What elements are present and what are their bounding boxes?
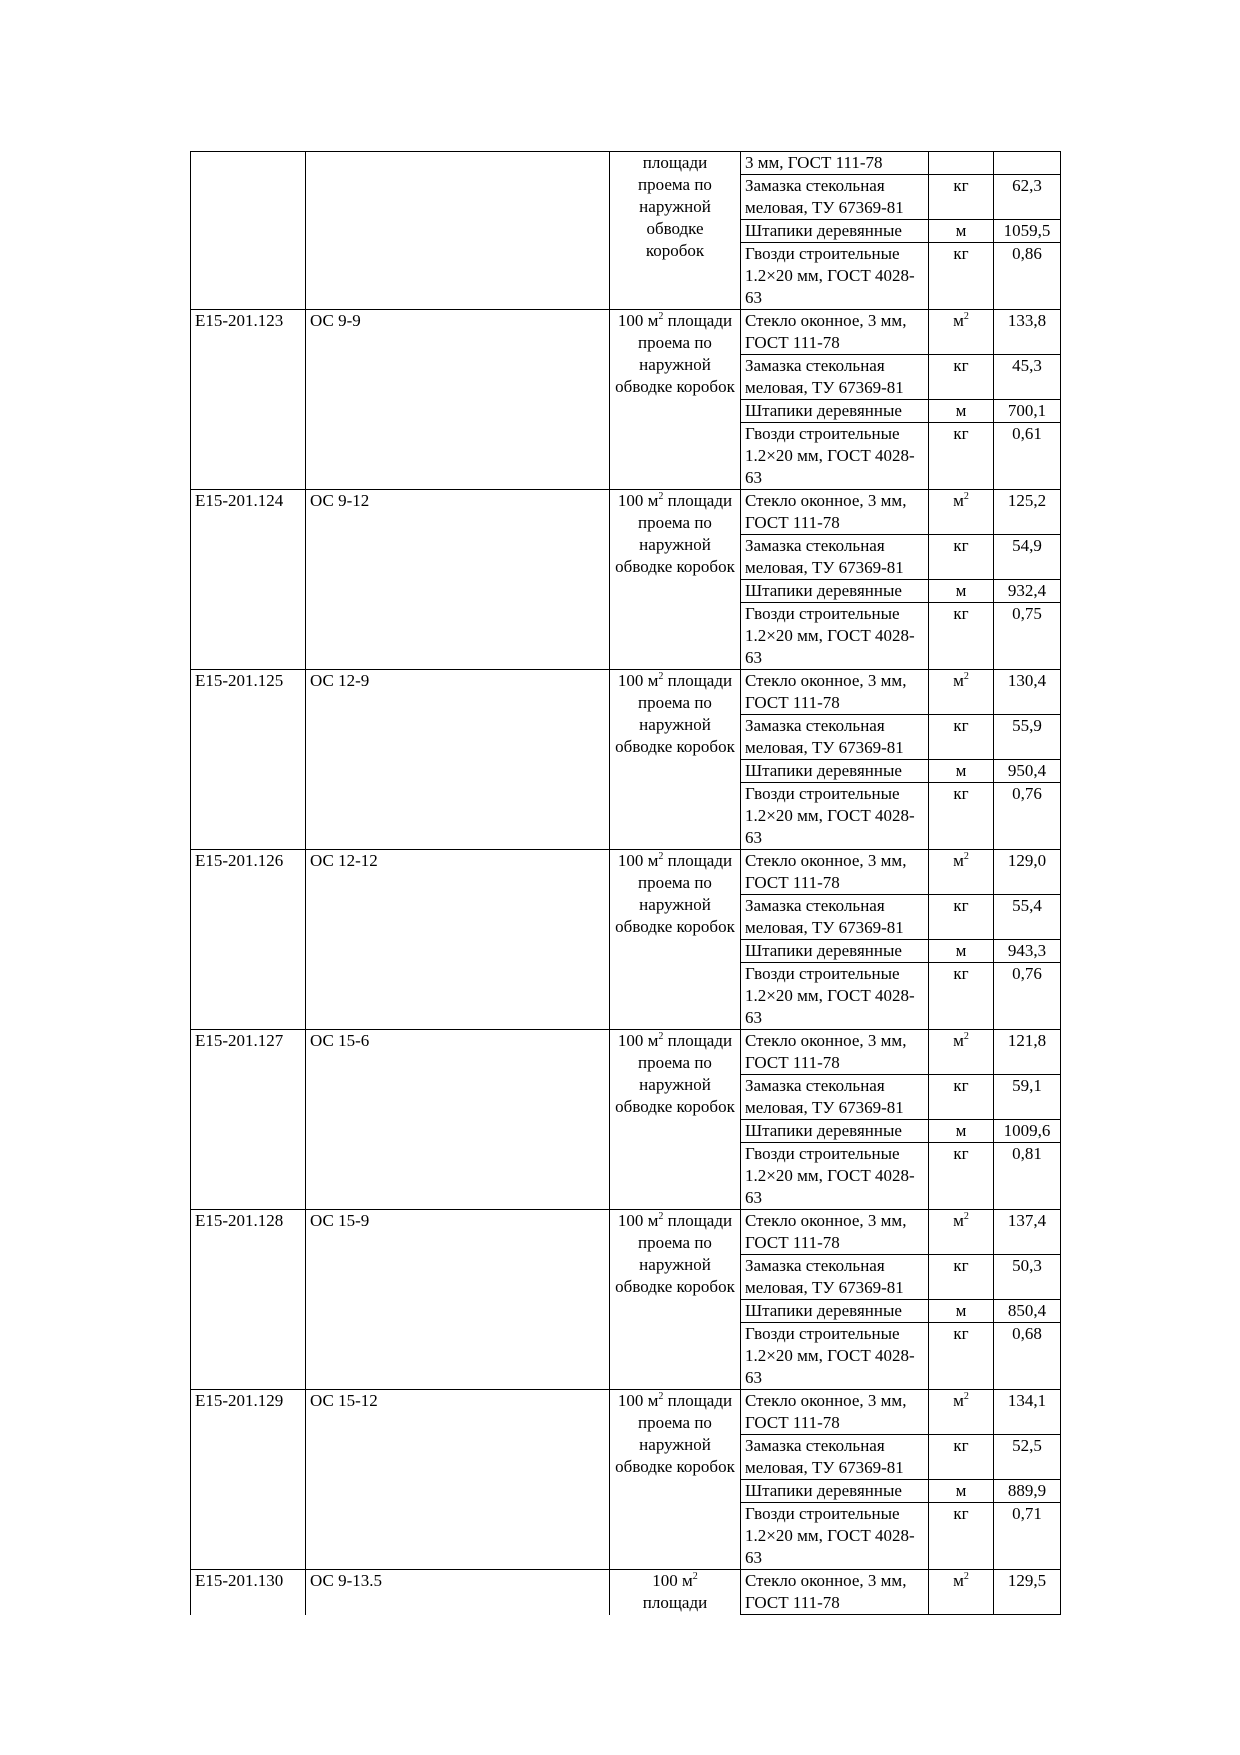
unit-description: площади проема по наружной обводке коробок (615, 311, 735, 396)
qty-cell: 0,86 (994, 243, 1061, 310)
material-cell: Замазка стекольная меловая, ТУ 67369-81 (741, 535, 929, 580)
name-cell: ОС 12-12 (306, 850, 610, 1030)
table-body (191, 152, 1061, 1570)
unit-description: площади проема по наружной обводке коробок (615, 671, 735, 756)
uom-cell: кг (929, 1143, 994, 1210)
qty-cell: 50,3 (994, 1255, 1061, 1300)
uom-superscript: 2 (963, 1391, 969, 1402)
material-cell: Гвозди строительные 1.2×20 мм, ГОСТ 4028-63 (741, 1323, 929, 1390)
uom-cell: кг (929, 783, 994, 850)
uom-cell: м (929, 220, 994, 243)
unit-superscript: 2 (658, 851, 664, 862)
material-cell: 3 мм, ГОСТ 111-78 (741, 152, 929, 175)
unit-cell (610, 1030, 741, 1210)
table-row (191, 1570, 1061, 1615)
code-cell: Е15-201.129 (191, 1390, 306, 1570)
qty-cell: 59,1 (994, 1075, 1061, 1120)
uom-superscript: 2 (963, 311, 969, 322)
qty-cell: 0,76 (994, 963, 1061, 1030)
material-cell: Стекло оконное, 3 мм, ГОСТ 111-78 (741, 850, 929, 895)
name-cell: ОС 9-12 (306, 490, 610, 670)
qty-cell: 850,4 (994, 1300, 1061, 1323)
uom-cell (929, 1570, 994, 1615)
material-cell: Стекло оконное, 3 мм, ГОСТ 111-78 (741, 670, 929, 715)
material-cell: Замазка стекольная меловая, ТУ 67369-81 (741, 715, 929, 760)
uom-cell (929, 152, 994, 175)
unit-cell (610, 1570, 741, 1615)
name-cell: ОС 12-9 (306, 670, 610, 850)
unit-superscript: 2 (658, 1031, 664, 1042)
uom-value: м (953, 491, 964, 510)
material-cell: Штапики деревянные (741, 1480, 929, 1503)
unit-description: площади проема по наружной обводке коробок (615, 1211, 735, 1296)
unit-value: 100 м (617, 491, 659, 510)
uom-cell: кг (929, 1435, 994, 1480)
unit-cell (610, 670, 741, 850)
uom-cell: кг (929, 355, 994, 400)
material-cell: Замазка стекольная меловая, ТУ 67369-81 (741, 895, 929, 940)
qty-cell: 137,4 (994, 1210, 1061, 1255)
qty-cell: 1059,5 (994, 220, 1061, 243)
uom-value: м (953, 311, 964, 330)
code-cell: Е15-201.130 (191, 1570, 306, 1615)
norms-table-page (190, 151, 1060, 1615)
qty-cell: 130,4 (994, 670, 1061, 715)
uom-cell: кг (929, 1323, 994, 1390)
unit-description: площади проема по наружной обводке коробок (615, 491, 735, 576)
qty-cell: 52,5 (994, 1435, 1061, 1480)
uom-cell: кг (929, 423, 994, 490)
unit-superscript: 2 (658, 1391, 664, 1402)
table-row (191, 1390, 1061, 1435)
name-cell: ОС 9-9 (306, 310, 610, 490)
uom-cell: м (929, 400, 994, 423)
material-cell: Замазка стекольная меловая, ТУ 67369-81 (741, 355, 929, 400)
unit-value: 100 м (617, 1031, 659, 1050)
qty-cell: 129,0 (994, 850, 1061, 895)
unit-description: площади проема по наружной обводке коробок (615, 1391, 735, 1476)
code-cell: Е15-201.124 (191, 490, 306, 670)
table-row (191, 1030, 1061, 1075)
code-cell (191, 152, 306, 310)
uom-cell: кг (929, 535, 994, 580)
unit-value: 100 м (617, 1211, 659, 1230)
material-cell: Гвозди строительные 1.2×20 мм, ГОСТ 4028-63 (741, 243, 929, 310)
uom-value: м (953, 1391, 964, 1410)
unit-cell (610, 850, 741, 1030)
uom-cell: кг (929, 175, 994, 220)
uom-value: м (953, 1571, 964, 1590)
material-cell: Стекло оконное, 3 мм, ГОСТ 111-78 (741, 490, 929, 535)
material-cell: Замазка стекольная меловая, ТУ 67369-81 (741, 1435, 929, 1480)
uom-cell: кг (929, 603, 994, 670)
code-cell: Е15-201.128 (191, 1210, 306, 1390)
unit-superscript: 2 (658, 1211, 664, 1222)
unit-value: 100 м (617, 311, 659, 330)
qty-cell: 889,9 (994, 1480, 1061, 1503)
material-cell: Замазка стекольная меловая, ТУ 67369-81 (741, 175, 929, 220)
qty-cell: 55,4 (994, 895, 1061, 940)
qty-cell: 0,76 (994, 783, 1061, 850)
material-cell: Стекло оконное, 3 мм, ГОСТ 111-78 (741, 1570, 929, 1615)
name-cell: ОС 15-9 (306, 1210, 610, 1390)
material-cell: Штапики деревянные (741, 1300, 929, 1323)
name-cell: ОС 15-6 (306, 1030, 610, 1210)
uom-value: м (953, 851, 964, 870)
uom-cell (929, 1030, 994, 1075)
qty-cell: 121,8 (994, 1030, 1061, 1075)
unit-cell (610, 490, 741, 670)
qty-cell: 0,61 (994, 423, 1061, 490)
unit-line: обводке (646, 219, 704, 238)
code-cell: Е15-201.123 (191, 310, 306, 490)
uom-value: м (953, 1031, 964, 1050)
uom-superscript: 2 (963, 491, 969, 502)
qty-cell: 0,81 (994, 1143, 1061, 1210)
unit-superscript: 2 (658, 671, 664, 682)
unit-superscript: 2 (658, 491, 664, 502)
qty-cell: 129,5 (994, 1570, 1061, 1615)
material-cell: Гвозди строительные 1.2×20 мм, ГОСТ 4028-63 (741, 1503, 929, 1570)
uom-cell (929, 1210, 994, 1255)
material-cell: Замазка стекольная меловая, ТУ 67369-81 (741, 1255, 929, 1300)
unit-line: проема по (638, 175, 712, 194)
uom-cell: м (929, 580, 994, 603)
qty-cell: 134,1 (994, 1390, 1061, 1435)
uom-cell: м (929, 1480, 994, 1503)
unit-cell (610, 152, 741, 310)
unit-description: площади проема по наружной обводке коробок (615, 1031, 735, 1116)
material-cell: Гвозди строительные 1.2×20 мм, ГОСТ 4028-63 (741, 1143, 929, 1210)
uom-cell: кг (929, 1503, 994, 1570)
table-tail (191, 1570, 1061, 1615)
name-cell: ОС 9-13.5 (306, 1570, 610, 1615)
materials-norms-table (190, 151, 1061, 1615)
qty-cell: 0,68 (994, 1323, 1061, 1390)
qty-cell: 932,4 (994, 580, 1061, 603)
qty-cell: 125,2 (994, 490, 1061, 535)
qty-cell: 700,1 (994, 400, 1061, 423)
uom-cell: кг (929, 243, 994, 310)
uom-value: м (953, 1211, 964, 1230)
unit-line: коробок (645, 241, 705, 260)
unit-cell (610, 1210, 741, 1390)
uom-cell (929, 850, 994, 895)
uom-superscript: 2 (963, 1571, 969, 1582)
uom-cell: м (929, 940, 994, 963)
material-cell: Штапики деревянные (741, 580, 929, 603)
material-cell: Штапики деревянные (741, 220, 929, 243)
name-cell (306, 152, 610, 310)
material-cell: Гвозди строительные 1.2×20 мм, ГОСТ 4028-63 (741, 783, 929, 850)
material-cell: Стекло оконное, 3 мм, ГОСТ 111-78 (741, 1390, 929, 1435)
uom-cell: кг (929, 1255, 994, 1300)
name-cell: ОС 15-12 (306, 1390, 610, 1570)
qty-cell: 1009,6 (994, 1120, 1061, 1143)
uom-value: м (953, 671, 964, 690)
code-cell: Е15-201.126 (191, 850, 306, 1030)
unit-line: площади (642, 1593, 708, 1612)
table-row (191, 152, 1061, 175)
material-cell: Штапики деревянные (741, 400, 929, 423)
unit-line: наружной (639, 197, 711, 216)
uom-cell (929, 310, 994, 355)
code-cell: Е15-201.125 (191, 670, 306, 850)
qty-cell (994, 152, 1061, 175)
unit-value: 100 м (617, 851, 659, 870)
uom-cell: м (929, 1300, 994, 1323)
qty-cell: 133,8 (994, 310, 1061, 355)
uom-superscript: 2 (963, 1211, 969, 1222)
material-cell: Стекло оконное, 3 мм, ГОСТ 111-78 (741, 310, 929, 355)
qty-cell: 55,9 (994, 715, 1061, 760)
table-row (191, 1210, 1061, 1255)
material-cell: Гвозди строительные 1.2×20 мм, ГОСТ 4028-63 (741, 423, 929, 490)
unit-line: площади (642, 153, 708, 172)
table-row (191, 670, 1061, 715)
material-cell: Штапики деревянные (741, 940, 929, 963)
qty-cell: 0,71 (994, 1503, 1061, 1570)
code-cell: Е15-201.127 (191, 1030, 306, 1210)
uom-cell: кг (929, 963, 994, 1030)
table-row (191, 310, 1061, 355)
uom-cell: кг (929, 895, 994, 940)
material-cell: Штапики деревянные (741, 760, 929, 783)
material-cell: Гвозди строительные 1.2×20 мм, ГОСТ 4028-63 (741, 963, 929, 1030)
qty-cell: 54,9 (994, 535, 1061, 580)
unit-cell (610, 310, 741, 490)
uom-cell: м (929, 760, 994, 783)
qty-cell: 45,3 (994, 355, 1061, 400)
uom-cell: кг (929, 1075, 994, 1120)
uom-cell (929, 670, 994, 715)
material-cell: Замазка стекольная меловая, ТУ 67369-81 (741, 1075, 929, 1120)
uom-superscript: 2 (963, 851, 969, 862)
qty-cell: 62,3 (994, 175, 1061, 220)
qty-cell: 0,75 (994, 603, 1061, 670)
table-row (191, 850, 1061, 895)
unit-cell (610, 1390, 741, 1570)
unit-value: 100 м (652, 1571, 693, 1590)
qty-cell: 950,4 (994, 760, 1061, 783)
unit-description: площади проема по наружной обводке коробок (615, 851, 735, 936)
uom-cell (929, 490, 994, 535)
table-row (191, 490, 1061, 535)
qty-cell: 943,3 (994, 940, 1061, 963)
uom-cell: кг (929, 715, 994, 760)
material-cell: Стекло оконное, 3 мм, ГОСТ 111-78 (741, 1030, 929, 1075)
unit-value: 100 м (617, 671, 659, 690)
material-cell: Штапики деревянные (741, 1120, 929, 1143)
unit-value: 100 м (617, 1391, 659, 1410)
material-cell: Гвозди строительные 1.2×20 мм, ГОСТ 4028-63 (741, 603, 929, 670)
uom-cell: м (929, 1120, 994, 1143)
unit-superscript: 2 (692, 1571, 698, 1582)
uom-superscript: 2 (963, 1031, 969, 1042)
unit-superscript: 2 (658, 311, 664, 322)
uom-superscript: 2 (963, 671, 969, 682)
material-cell: Стекло оконное, 3 мм, ГОСТ 111-78 (741, 1210, 929, 1255)
uom-cell (929, 1390, 994, 1435)
